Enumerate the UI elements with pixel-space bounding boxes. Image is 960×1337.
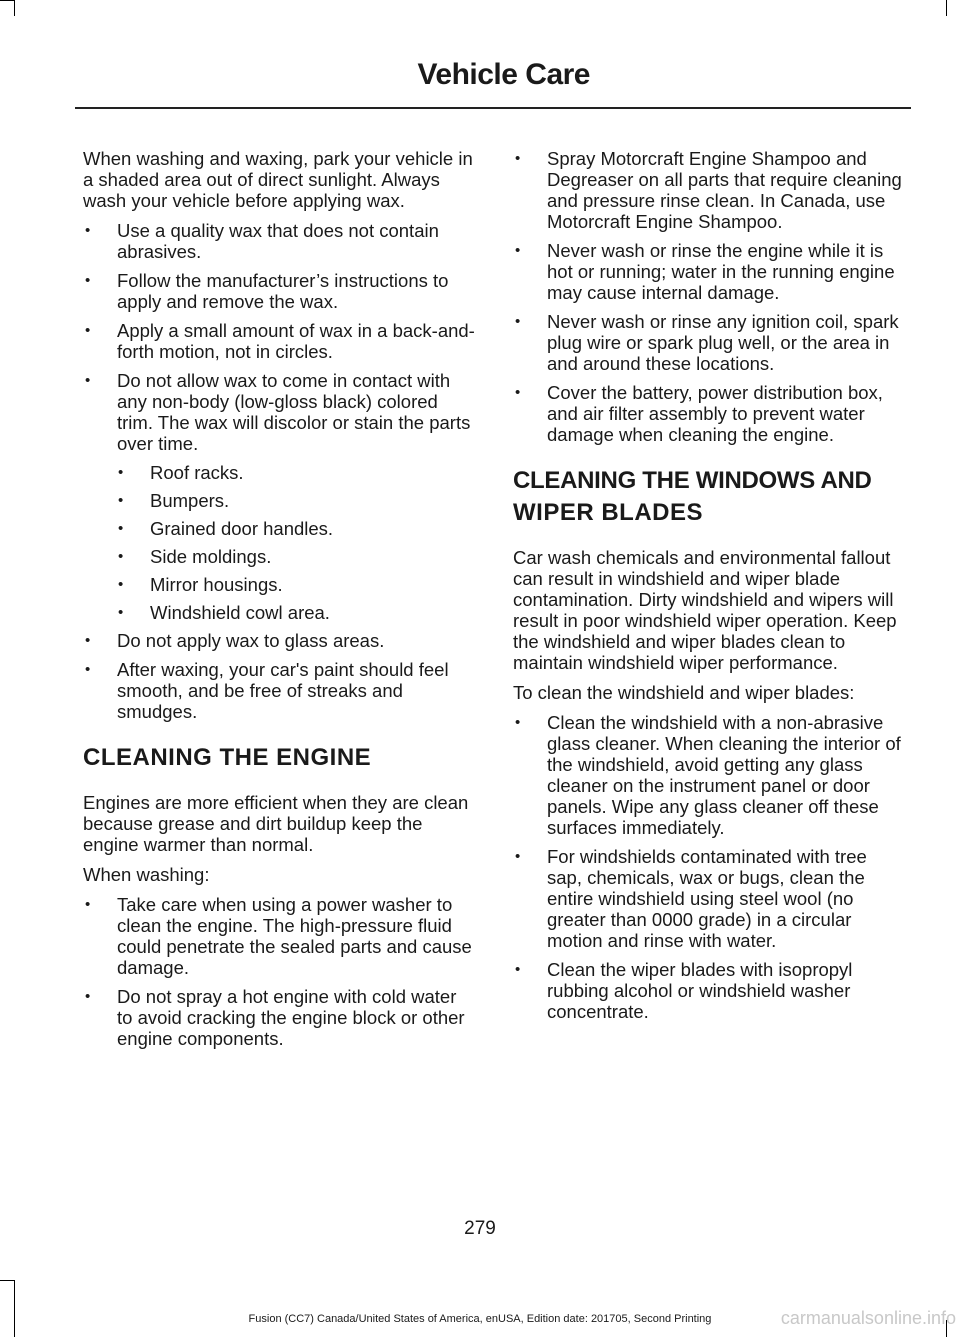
footer-edition: Fusion (CC7) Canada/United States of America, enUSA, Edition date: 201705, Second Printing [248,1313,712,1325]
engine-list-continued [513,148,905,445]
crop-mark [0,1280,14,1281]
when-washing-label: When washing: [83,864,210,885]
list-item: • Never wash or rinse the engine while it is hot or running; water in the running engine may cause internal damage. [513,240,905,303]
list-item: • Roof racks. [83,462,475,483]
list-item: • Windshield cowl area. [83,602,475,623]
list-item: • Clean the windshield with a non-abrasive glass cleaner. When cleaning the interior of the windshield, avoid getting any glass cleaner on the instrument panel or door panels. Wipe any glass cleaner off these surfaces immediately. [513,712,905,838]
crop-mark [0,0,14,1]
heading-line: WIPER BLADES [513,499,704,526]
list-item: • Grained door handles. [83,518,475,539]
list-item: • Use a quality wax that does not contain abrasives. [83,220,475,262]
list-item: • Do not allow wax to come in contact with any non-body (low-gloss black) colored trim. The wax will discolor or stain the parts over time. [83,370,475,454]
list-item: • Bumpers. [83,490,475,511]
left-column [83,148,475,1057]
crop-mark [946,0,947,16]
list-item: • Take care when using a power washer to clean the engine. The high-pressure fluid could penetrate the sealed parts and cause damage. [83,894,475,978]
windows-intro: Car wash chemicals and environmental fallout can result in windshield and wiper blade contamination. Dirty windshield and wipers will result in poor windshield wiper operation. Keep the windshield and wiper blades clean to maintain windshield wiper performance. [513,547,897,673]
list-item: • Follow the manufacturer’s instructions to apply and remove the wax. [83,270,475,312]
heading-line: CLEANING THE WINDOWS AND [513,467,872,494]
list-item: • After waxing, your car's paint should feel smooth, and be free of streaks and smudges. [83,659,475,722]
list-item: • Mirror housings. [83,574,475,595]
wax-list-b [83,630,475,722]
section-heading-windows [513,465,905,529]
list-item: • Do not apply wax to glass areas. [83,630,475,651]
list-item: • For windshields contaminated with tree sap, chemicals, wax or bugs, clean the entire windshield using steel wool (no greater than 0000 grade) in a circular motion and rinse with water. [513,846,905,951]
page-title: Vehicle Care [417,58,590,91]
list-item: • Apply a small amount of wax in a back-and-forth motion, not in circles. [83,320,475,362]
page-number: 279 [464,1218,496,1239]
crop-mark [14,0,15,16]
windows-lead: To clean the windshield and wiper blades: [513,682,855,703]
list-item: • Never wash or rinse any ignition coil, spark plug wire or spark plug well, or the area in and around these locations. [513,311,905,374]
windows-list [513,712,905,1022]
section-heading-engine: CLEANING THE ENGINE [83,744,372,771]
trim-sublist [83,462,475,623]
wax-list-a [83,220,475,454]
right-column [513,148,905,1030]
watermark: carmanualsonline.info [780,1308,956,1328]
crop-mark [14,1280,15,1337]
list-item: • Side moldings. [83,546,475,567]
header-divider [75,107,911,109]
list-item: • Cover the battery, power distribution box, and air filter assembly to prevent water damage when cleaning the engine. [513,382,905,445]
engine-intro: Engines are more efficient when they are clean because grease and dirt buildup keep the engine warmer than normal. [83,792,469,855]
wax-intro: When washing and waxing, park your vehicle in a shaded area out of direct sunlight. Always wash your vehicle before applying wax. [83,148,473,211]
list-item: • Do not spray a hot engine with cold water to avoid cracking the engine block or other engine components. [83,986,475,1049]
list-item: • Clean the wiper blades with isopropyl rubbing alcohol or windshield washer concentrate. [513,959,905,1022]
engine-list [83,894,475,1049]
list-item: • Spray Motorcraft Engine Shampoo and Degreaser on all parts that require cleaning and pressure rinse clean. In Canada, use Motorcraft Engine Shampoo. [513,148,905,232]
